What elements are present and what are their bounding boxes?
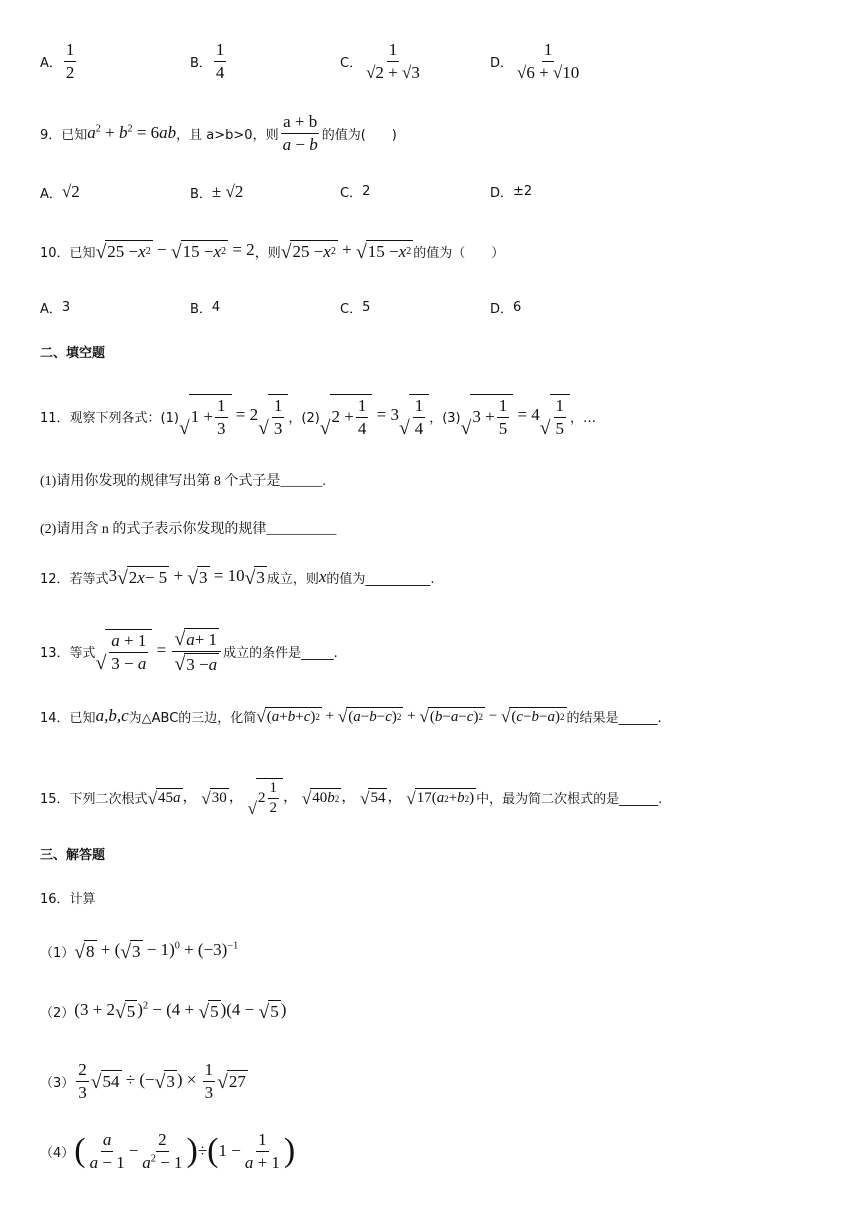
expression: $\frac{2}{3}$ √ 54 ÷ (− √ 3 ) × $\frac{1}{3}$ √ 27 [78, 1060, 246, 1102]
equation: √ $\frac{a + 1}{3 - a}$ = √ a + 1 √ 3 − a [96, 628, 224, 675]
question-text: 下列二次根式 [69, 792, 148, 808]
option-label: A． [40, 302, 62, 317]
fraction: $\frac{1}{√6 + √10}$ [517, 40, 580, 82]
variable: x [318, 567, 327, 587]
q11-sub-1: (1)请用你发现的规律写出第 8 个式子是______. [40, 474, 326, 489]
fraction: $\frac{1}{√2 + √3}$ [366, 40, 420, 82]
equation-1: √ 1 + $\frac{1}{3}$ = 2 √ $\frac{1}{3}$ [179, 394, 288, 438]
question-suffix: 中，最为简二次根式的是______. [476, 792, 663, 808]
option-value: 5 [362, 300, 371, 315]
fraction: $\frac{1}{2}$ [65, 40, 75, 82]
q9-option-a [40, 182, 80, 202]
option-value: 2 [362, 184, 371, 199]
fraction: $\frac{1}{4}$ [215, 40, 225, 82]
equation: 3 √ 2 x − 5 + √ 3 = 10 √ 3 [108, 566, 265, 589]
q16-part-4 [40, 1130, 295, 1172]
equation: √ 25 − x 2 − √ 15 − x 2 = 2 [95, 240, 255, 263]
option-label: A． [40, 55, 62, 71]
option-value: 6 [513, 300, 522, 315]
option-label: A． [40, 186, 62, 202]
option-value: ± √2 [211, 182, 244, 201]
q10-option-c [340, 298, 370, 317]
question-10 [40, 240, 504, 262]
question-suffix: 的值为( ) [321, 127, 397, 143]
question-text: 等式 [69, 645, 96, 661]
expression: ( $\frac{a}{a - 1}$ − $\frac{2}{a^2 - 1}$ ) ÷ ( 1 − $\frac{1}{a + 1}$ ) [74, 1130, 296, 1172]
option-label: C． [340, 55, 363, 71]
q9-option-d [490, 182, 532, 201]
question-16 [40, 888, 96, 907]
question-suffix: 的值为（ ） [413, 245, 505, 261]
question-text: 已知 [61, 127, 88, 143]
question-14 [40, 706, 662, 726]
expression: (3 + 2 √ 5 )$^2$ − (4 + √ 5 )(4 − √ 5 ) [74, 1000, 287, 1023]
item-separator: ，(3) [429, 410, 461, 426]
equation-2: √ 2 + $\frac{1}{4}$ = 3 √ $\frac{1}{4}$ [320, 394, 429, 438]
option-value: 3 [61, 300, 71, 315]
question-suffix: 的值为__________. [326, 571, 435, 587]
expression: √ ( a + b + c ) 2 + √ ( a − b − c ) 2 + √ ( b − a − c ) 2 − √ ( c − b − a ) 2 [256, 707, 565, 727]
option-label: B． [190, 186, 212, 202]
q10-option-a [40, 298, 70, 317]
q8-option-a [40, 40, 78, 82]
part-label: （4） [40, 1145, 75, 1161]
part-label: （2） [40, 1005, 75, 1021]
question-9 [40, 112, 397, 154]
expression: √ 25 − x 2 + √ 15 − x 2 [280, 240, 412, 263]
fraction: $\frac{a + b}{a - b}$ [282, 112, 318, 154]
question-number: 13． [40, 645, 70, 661]
question-number: 9． [40, 127, 62, 143]
question-mid: ，则 [254, 245, 281, 261]
question-suffix: 成立的条件是_____. [223, 645, 338, 661]
variables: a,b,c [95, 706, 129, 725]
question-suffix: 的结果是______. [566, 710, 662, 726]
q8-option-b [190, 40, 228, 82]
q10-option-d [490, 298, 521, 317]
option-label: B． [190, 302, 212, 317]
question-number: 12． [40, 571, 70, 587]
option-label: D． [490, 55, 514, 71]
triangle-text: 为△ABC的三边，化简 [128, 710, 257, 726]
question-number: 11． [40, 410, 70, 426]
equation-3: √ 3 + $\frac{1}{5}$ = 4 √ $\frac{1}{5}$ [461, 394, 570, 438]
item-separator: ，(2) [288, 410, 320, 426]
q16-part-2 [40, 1000, 286, 1022]
q16-part-1 [40, 940, 238, 962]
section-heading-fill-blank: 二、填空题 [40, 346, 106, 361]
q8-option-d [490, 40, 583, 82]
option-value: ±2 [513, 184, 533, 199]
question-number: 14． [40, 710, 70, 726]
question-13 [40, 628, 338, 675]
option-label: D． [490, 186, 514, 201]
q16-part-3 [40, 1060, 248, 1102]
section-heading-solve: 三、解答题 [40, 848, 106, 863]
q10-option-b [190, 298, 220, 317]
question-11 [40, 394, 596, 438]
question-text: 观察下列各式：(1) [69, 410, 179, 426]
radical-list: √ 45 a ， √ 30 ， √ 2 $\frac{1}{2}$ ， √ 40 b 2 ， √ 54 ， √ 17( a 2 + b 2 ) [147, 780, 475, 819]
expression: √ 8 + ( √ 3 − $1)^0 + (-3)^{-1}$ [74, 940, 239, 963]
q11-sub-2: (2)请用含 n 的式子表示你发现的规律__________ [40, 522, 337, 537]
condition-text: ，且 a>b>0，则 [176, 127, 279, 143]
question-number: 16． [40, 892, 70, 907]
q8-option-c [340, 40, 424, 82]
question-12 [40, 566, 435, 588]
option-value: √2 [61, 182, 80, 201]
part-label: （3） [40, 1075, 75, 1091]
question-mid: 成立，则 [266, 571, 319, 587]
question-text: 已知 [69, 245, 96, 261]
option-label: C． [340, 302, 363, 317]
part-label: （1） [40, 945, 75, 961]
question-text: 若等式 [69, 571, 109, 587]
option-label: B． [190, 55, 212, 71]
option-label: D． [490, 302, 514, 317]
q9-option-c [340, 182, 370, 201]
question-15 [40, 778, 662, 818]
option-value: 4 [211, 300, 221, 315]
q9-option-b [190, 182, 243, 202]
question-number: 10． [40, 245, 70, 261]
question-text: 已知 [69, 710, 96, 726]
ellipsis: ，… [570, 410, 597, 426]
question-title: 计算 [69, 892, 96, 907]
question-number: 15． [40, 792, 70, 808]
option-label: C． [340, 186, 363, 201]
equation: $a^2 + b^2 = 6ab$ [87, 123, 177, 143]
